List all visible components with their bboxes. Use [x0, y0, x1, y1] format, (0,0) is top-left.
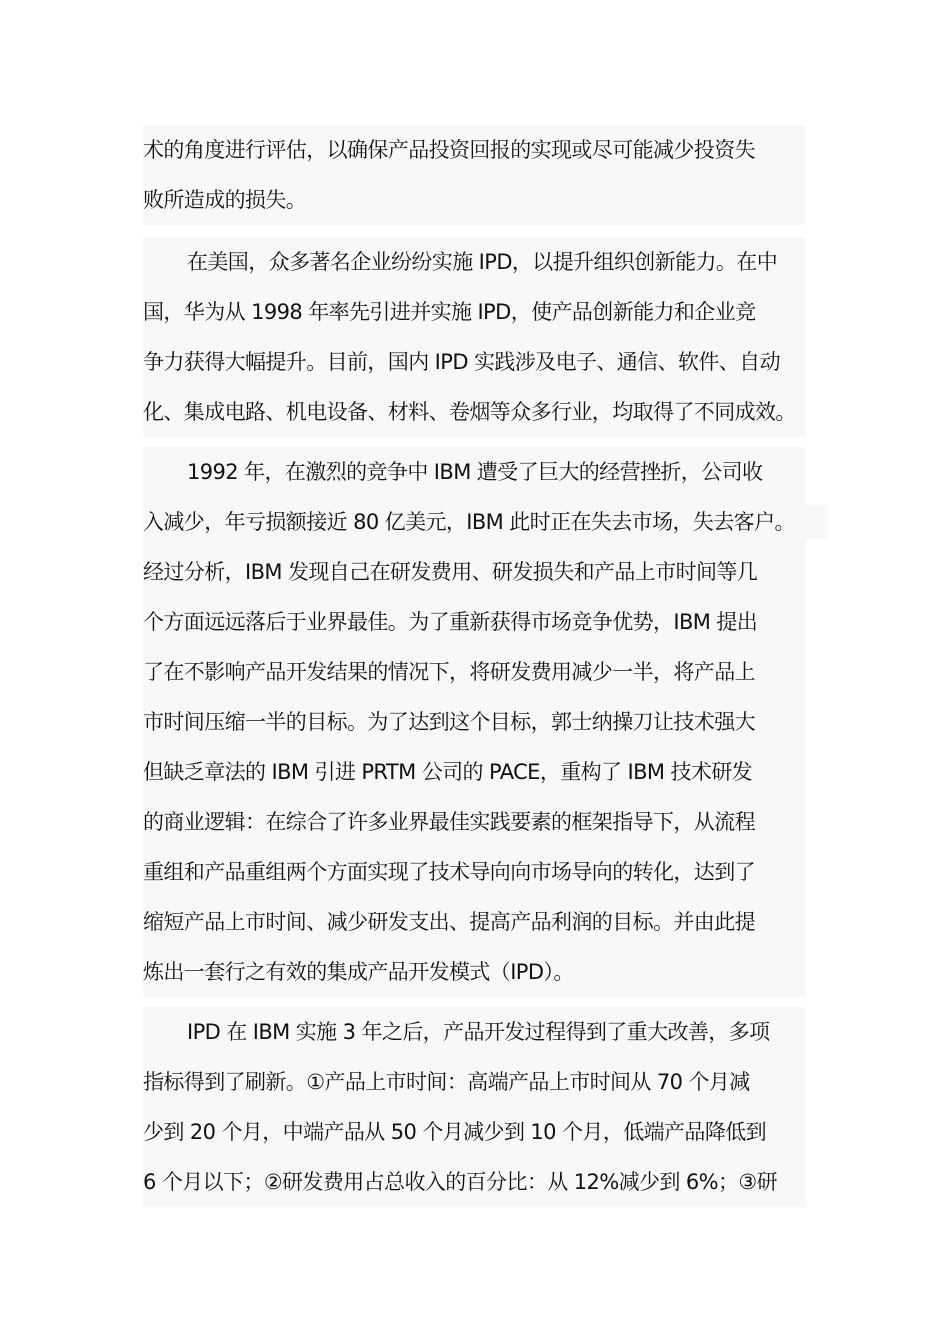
paragraph-line: 少到 20 个月，中端产品从 50 个月减少到 10 个月，低端产品降低到 — [143, 1120, 767, 1144]
paragraph-line: 经过分析，IBM 发现自己在研发费用、研发损失和产品上市时间等几 — [143, 560, 758, 584]
paragraph-line: 国，华为从 1998 年率先引进并实施 IPD，使产品创新能力和企业竞 — [143, 300, 756, 324]
paragraph-line: 化、集成电路、机电设备、材料、卷烟等众多行业，均取得了不同成效。 — [143, 400, 796, 424]
paragraph-line: 但缺乏章法的 IBM 引进 PRTM 公司的 PACE，重构了 IBM 技术研发 — [143, 760, 753, 784]
paragraph-line: 的商业逻辑：在综合了许多业界最佳实践要素的框架指导下，从流程 — [143, 810, 755, 834]
paragraph-line: 术的角度进行评估，以确保产品投资回报的实现或尽可能减少投资失 — [143, 138, 755, 162]
paragraph-line: 1992 年，在激烈的竞争中 IBM 遭受了巨大的经营挫折，公司收 — [187, 460, 763, 484]
paragraph-line: 市时间压缩一半的目标。为了达到这个目标，郭士纳操刀让技术强大 — [143, 710, 755, 734]
paragraph-line: 在美国，众多著名企业纷纷实施 IPD，以提升组织创新能力。在中 — [187, 250, 778, 274]
paragraph-line: 指标得到了刷新。①产品上市时间：高端产品上市时间从 70 个月减 — [143, 1070, 750, 1094]
paragraph-line: 个方面远远落后于业界最佳。为了重新获得市场竞争优势，IBM 提出 — [143, 610, 758, 634]
paragraph-3 — [143, 447, 806, 997]
paragraph-line: 重组和产品重组两个方面实现了技术导向向市场导向的转化，达到了 — [143, 860, 755, 884]
paragraph-line: IPD 在 IBM 实施 3 年之后，产品开发过程得到了重大改善，多项 — [187, 1020, 770, 1044]
paragraph-line: 败所造成的损失。 — [143, 188, 307, 212]
paragraph-line: 炼出一套行之有效的集成产品开发模式（IPD）。 — [143, 960, 574, 984]
paragraph-line: 入减少，年亏损额接近 80 亿美元，IBM 此时正在失去市场，失去客户。 — [143, 497, 806, 547]
paragraph-4 — [143, 1007, 806, 1207]
paragraph-2 — [143, 237, 806, 437]
paragraph-line: 6 个月以下；②研发费用占总收入的百分比：从 12%减少到 6%；③研 — [143, 1170, 778, 1194]
paragraph-1 — [143, 125, 806, 225]
paragraph-line: 缩短产品上市时间、减少研发支出、提高产品利润的目标。并由此提 — [143, 910, 755, 934]
paragraph-line: 了在不影响产品开发结果的情况下，将研发费用减少一半，将产品上 — [143, 660, 755, 684]
paragraph-line: 争力获得大幅提升。目前，国内 IPD 实践涉及电子、通信、软件、自动 — [143, 350, 780, 374]
